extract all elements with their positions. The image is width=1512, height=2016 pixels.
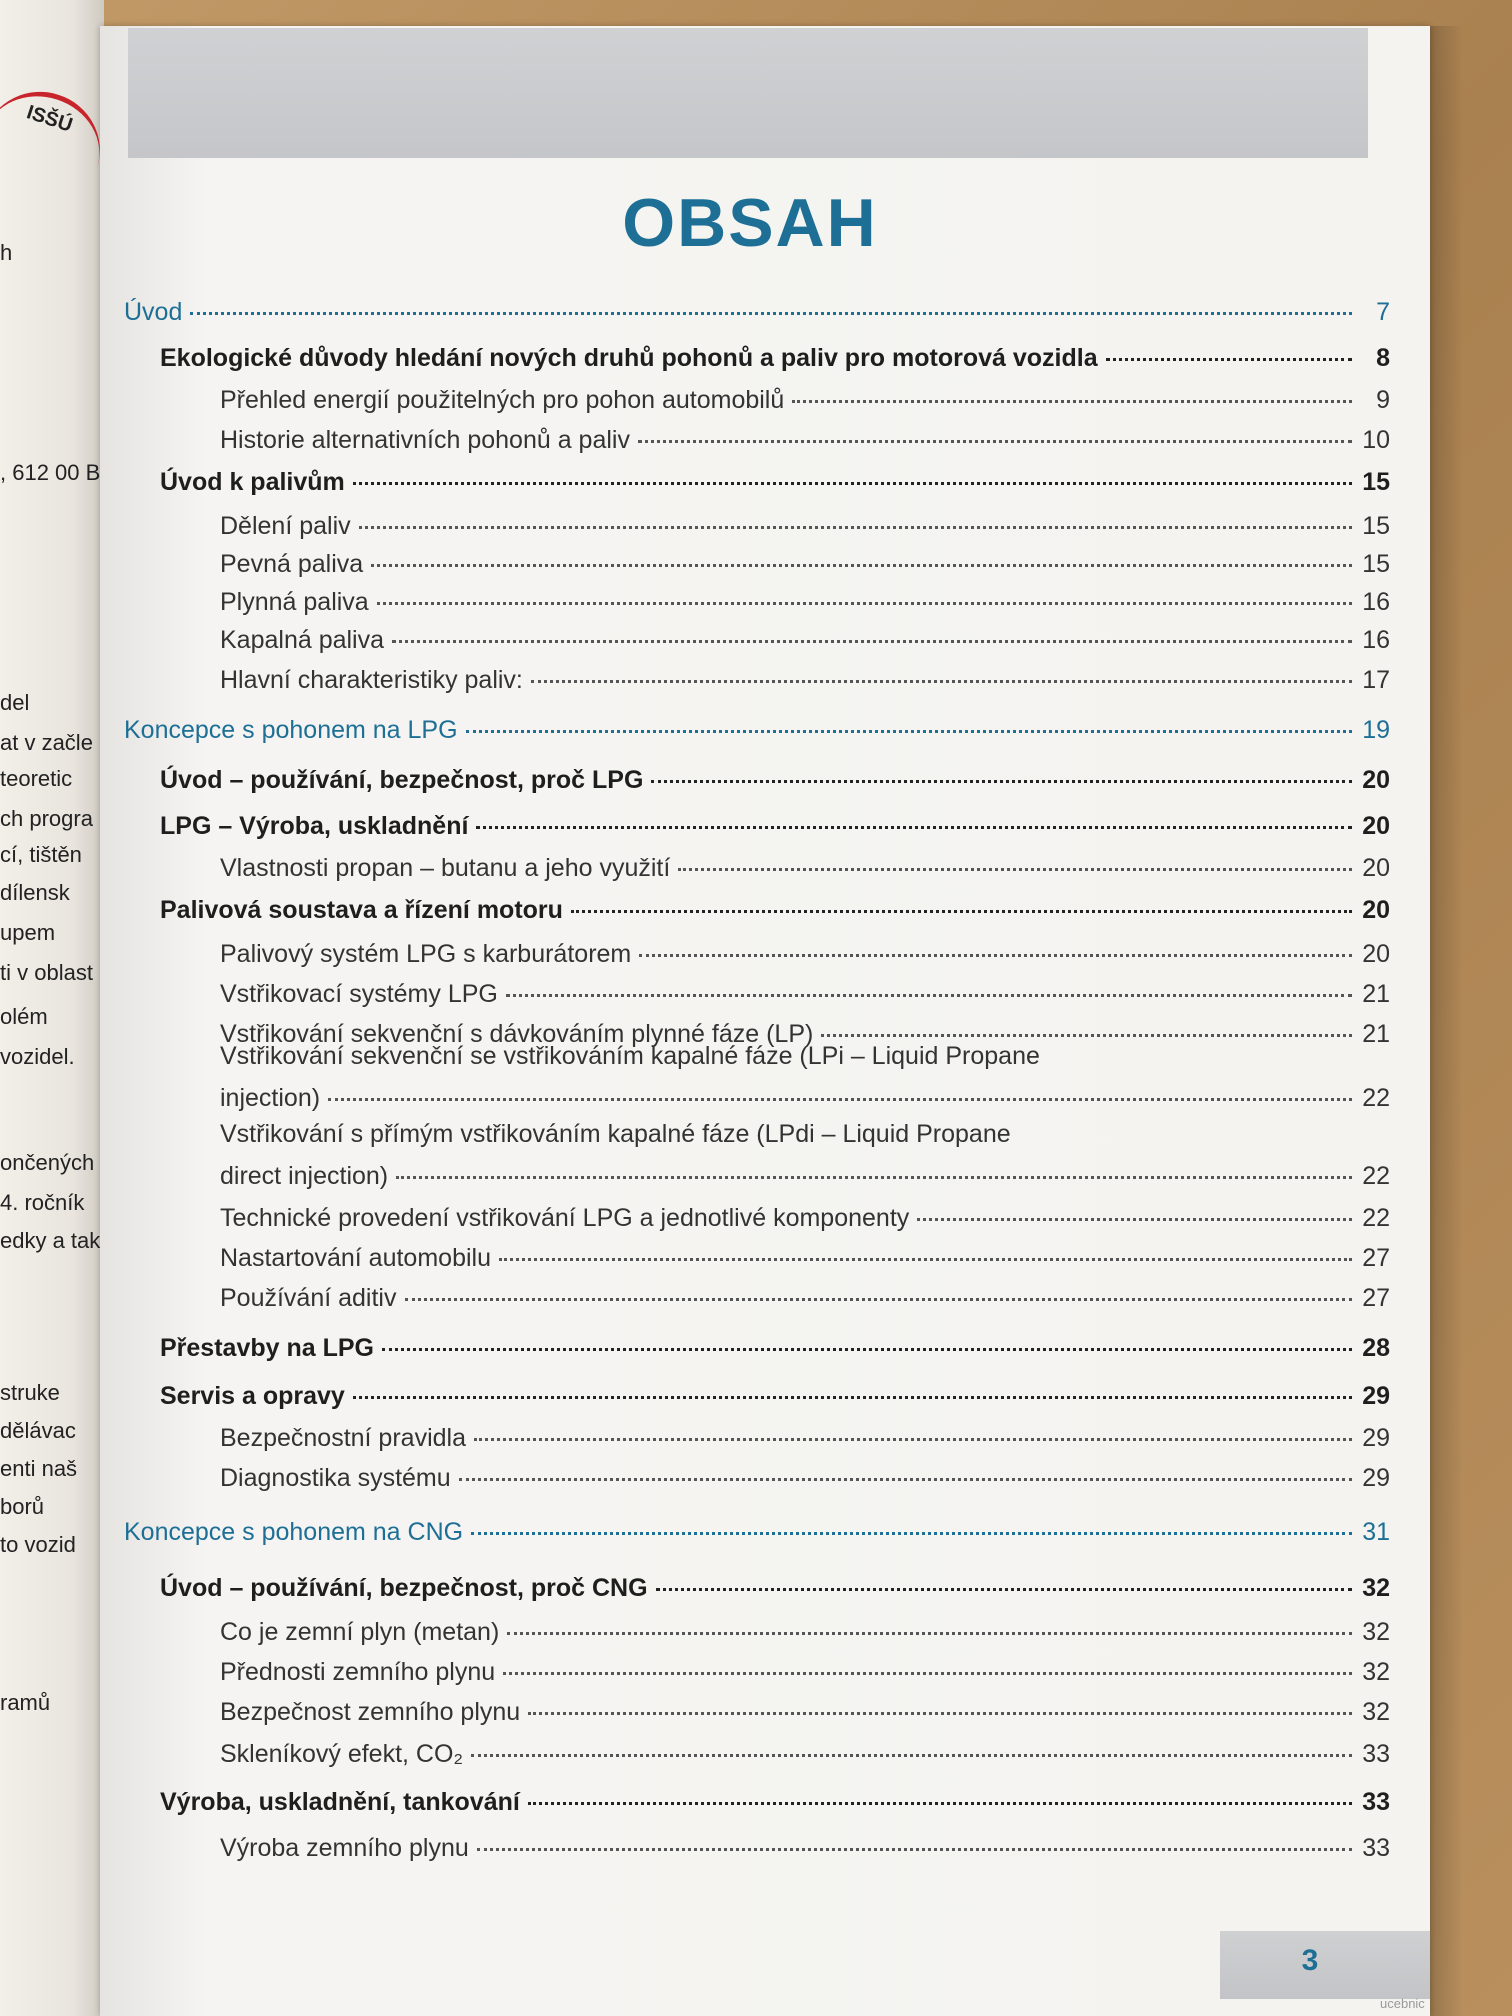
toc-entry[interactable] <box>220 1162 1390 1191</box>
toc-entry-label: Koncepce s pohonem na CNG <box>124 1518 464 1546</box>
toc-entry[interactable] <box>220 1698 1390 1727</box>
left-page-text-fragment: upem <box>0 920 56 945</box>
toc-leader-dots <box>506 994 1352 997</box>
toc-entry[interactable] <box>124 716 1390 745</box>
left-page-text-fragment: edky a tak <box>0 1228 101 1253</box>
toc-entry-label: LPG – Výroba, uskladnění <box>160 812 469 840</box>
toc-leader-dots <box>503 1672 1352 1675</box>
toc-leader-dots <box>377 602 1352 605</box>
toc-entry-label: Pevná paliva <box>220 550 364 578</box>
toc-entry-label: Úvod k palivům <box>160 468 345 496</box>
toc-entry-label: Koncepce s pohonem na LPG <box>124 716 458 744</box>
toc-entry-label: Úvod – používání, bezpečnost, proč CNG <box>160 1574 648 1602</box>
toc-entry-label: Plynná paliva <box>220 588 369 616</box>
toc-entry[interactable] <box>160 766 1390 795</box>
left-page-text-fragment: at v začle <box>0 730 93 755</box>
toc-entry[interactable] <box>160 812 1390 841</box>
toc-entry-page: 7 <box>1376 298 1390 326</box>
toc-entry[interactable] <box>220 1204 1390 1233</box>
toc-entry-label: Přehled energií použitelných pro pohon automobilů <box>220 386 785 414</box>
toc-entry[interactable] <box>220 1658 1390 1687</box>
table-of-contents <box>100 26 1430 2016</box>
toc-entry[interactable] <box>220 1464 1390 1493</box>
toc-leader-dots <box>359 526 1352 529</box>
toc-leader-dots <box>531 680 1352 683</box>
left-page-text-fragment: teoretic <box>0 766 73 791</box>
toc-entry[interactable] <box>160 1334 1390 1363</box>
toc-entry[interactable] <box>220 1834 1390 1863</box>
toc-entry-page: 32 <box>1362 1658 1390 1686</box>
toc-leader-dots <box>528 1712 1352 1715</box>
toc-entry[interactable] <box>220 980 1390 1009</box>
toc-leader-dots <box>638 440 1352 443</box>
left-page-text-fragment: cí, tištěn <box>0 842 82 867</box>
logo-text: ISŠÚ <box>23 101 76 137</box>
toc-entry-label: Dělení paliv <box>220 512 351 540</box>
toc-entry-page: 19 <box>1362 716 1390 744</box>
toc-entry-page: 22 <box>1362 1162 1390 1190</box>
toc-entry-page: 31 <box>1362 1518 1390 1546</box>
toc-entry-page: 32 <box>1362 1618 1390 1646</box>
toc-leader-dots <box>528 1802 1352 1805</box>
toc-leader-dots <box>190 312 1352 315</box>
left-page-text-fragment: ch progra <box>0 806 93 831</box>
toc-leader-dots <box>328 1098 1352 1101</box>
toc-entry[interactable] <box>160 1382 1390 1411</box>
page-shadow <box>1430 26 1512 2016</box>
toc-entry-label: Diagnostika systému <box>220 1464 451 1492</box>
toc-entry-page: 21 <box>1362 980 1390 1008</box>
toc-entry[interactable] <box>220 386 1390 415</box>
toc-entry-label: Hlavní charakteristiky paliv: <box>220 666 523 694</box>
left-page-text-fragment: vozidel. <box>0 1044 75 1069</box>
left-page-text-fragment: borů <box>0 1494 45 1519</box>
toc-entry-label: Bezpečnost zemního plynu <box>220 1698 521 1726</box>
toc-entry-label: Vlastnosti propan – butanu a jeho využití <box>220 854 671 882</box>
toc-entry-page: 21 <box>1362 1020 1390 1048</box>
toc-entry[interactable] <box>220 588 1390 617</box>
toc-entry[interactable] <box>220 512 1390 541</box>
toc-entry-page: 16 <box>1362 588 1390 616</box>
toc-entry-page: 9 <box>1376 386 1390 414</box>
toc-leader-dots <box>678 868 1352 871</box>
toc-entry-page: 28 <box>1362 1334 1390 1362</box>
toc-leader-dots <box>353 1396 1352 1399</box>
toc-entry[interactable] <box>160 468 1390 497</box>
toc-entry-label: direct injection) <box>220 1162 389 1190</box>
toc-leader-dots <box>353 482 1352 485</box>
left-page-text-fragment: to vozid <box>0 1532 76 1557</box>
page-number: 3 <box>1301 1944 1319 1977</box>
toc-entry[interactable] <box>220 1244 1390 1273</box>
left-page-text-fragment: ončených <box>0 1150 95 1175</box>
toc-leader-dots <box>396 1176 1352 1179</box>
toc-entry[interactable] <box>220 1084 1390 1113</box>
toc-entry-label: Přestavby na LPG <box>160 1334 374 1362</box>
toc-leader-dots <box>651 780 1352 783</box>
toc-leader-dots <box>792 400 1352 403</box>
toc-leader-dots <box>639 954 1352 957</box>
toc-entry-label: Vstřikovací systémy LPG <box>220 980 498 1008</box>
left-page-text-fragment: ti v oblast <box>0 960 93 985</box>
toc-leader-dots <box>821 1034 1352 1037</box>
toc-leader-dots <box>466 730 1352 733</box>
toc-entry-page: 10 <box>1362 426 1390 454</box>
toc-entry-page: 27 <box>1362 1284 1390 1312</box>
toc-entry-label: Používání aditiv <box>220 1284 397 1312</box>
toc-entry-label: Výroba, uskladnění, tankování <box>160 1788 520 1816</box>
toc-entry-label: Palivový systém LPG s karburátorem <box>220 940 632 968</box>
toc-leader-dots <box>382 1348 1352 1351</box>
toc-leader-dots <box>1106 358 1352 361</box>
toc-entry[interactable] <box>220 854 1390 883</box>
left-page-text-fragment: 4. ročník <box>0 1190 85 1215</box>
toc-entry[interactable] <box>220 940 1390 969</box>
toc-entry-page: 33 <box>1362 1834 1390 1862</box>
left-page-text-fragment: h <box>0 240 13 265</box>
toc-entry-page: 32 <box>1362 1698 1390 1726</box>
toc-entry-first-line: Vstřikování s přímým vstřikováním kapalné fáze (LPdi – Liquid Propane <box>220 1120 1011 1148</box>
toc-entry-page: 29 <box>1362 1464 1390 1492</box>
left-page-text-fragment: dělávac <box>0 1418 76 1443</box>
toc-entry-label: Co je zemní plyn (metan) <box>220 1618 500 1646</box>
left-page-edge <box>0 0 104 2016</box>
left-page-text-fragment: enti naš <box>0 1456 78 1481</box>
toc-entry-page: 22 <box>1362 1204 1390 1232</box>
toc-entry-label: Výroba zemního plynu <box>220 1834 469 1862</box>
toc-entry-label: Úvod – používání, bezpečnost, proč LPG <box>160 766 644 794</box>
toc-entry-page: 22 <box>1362 1084 1390 1112</box>
toc-entry[interactable] <box>160 1788 1390 1817</box>
toc-entry-page: 32 <box>1362 1574 1390 1602</box>
toc-entry-page: 17 <box>1362 666 1390 694</box>
toc-entry-page: 20 <box>1362 766 1390 794</box>
toc-entry-label: Kapalná paliva <box>220 626 385 654</box>
toc-entry[interactable] <box>220 1618 1390 1647</box>
toc-entry-page: 27 <box>1362 1244 1390 1272</box>
toc-entry-label: Vstřikování sekvenční s dávkováním plynné fáze (LP) <box>220 1020 814 1048</box>
toc-leader-dots <box>917 1218 1352 1221</box>
toc-leader-dots <box>571 910 1352 913</box>
left-page-text-fragment: ramů <box>0 1690 51 1715</box>
toc-entry[interactable] <box>124 298 1390 327</box>
toc-entry-page: 20 <box>1362 896 1390 924</box>
toc-entry[interactable] <box>220 626 1390 655</box>
toc-entry-page: 15 <box>1362 468 1390 496</box>
left-page-text-fragment: , 612 00 B <box>0 460 101 485</box>
toc-entry-label: Palivová soustava a řízení motoru <box>160 896 563 924</box>
toc-entry-label: Technické provedení vstřikování LPG a jednotlivé komponenty <box>220 1204 910 1232</box>
toc-leader-dots <box>656 1588 1352 1591</box>
toc-entry-page: 20 <box>1362 812 1390 840</box>
toc-entry[interactable] <box>220 666 1390 695</box>
toc-entry-first-line: Vstřikování sekvenční se vstřikováním kapalné fáze (LPi – Liquid Propane <box>220 1042 1040 1070</box>
toc-leader-dots <box>476 826 1352 829</box>
toc-entry-label: injection) <box>220 1084 321 1112</box>
toc-leader-dots <box>477 1848 1352 1851</box>
left-page-text-fragment: del <box>0 690 30 715</box>
toc-entry-page: 15 <box>1362 512 1390 540</box>
page-title: OBSAH <box>622 185 878 261</box>
toc-entry[interactable] <box>220 1284 1390 1313</box>
toc-entry-label: Historie alternativních pohonů a paliv <box>220 426 630 454</box>
watermark: ucebnic <box>1380 1996 1425 2011</box>
toc-leader-dots <box>499 1258 1352 1261</box>
toc-leader-dots <box>471 1532 1352 1535</box>
toc-leader-dots <box>471 1754 1352 1757</box>
left-page-text-fragment: olém <box>0 1004 48 1029</box>
toc-leader-dots <box>474 1438 1352 1441</box>
toc-leader-dots <box>507 1632 1352 1635</box>
toc-entry-page: 29 <box>1362 1424 1390 1452</box>
toc-entry-label: Nastartování automobilu <box>220 1244 491 1272</box>
toc-entry-label: Ekologické důvody hledání nových druhů pohonů a paliv pro motorová vozidla <box>160 344 1098 372</box>
toc-entry-label: Skleníkový efekt, CO₂ <box>220 1740 464 1768</box>
toc-entry[interactable] <box>220 426 1390 455</box>
toc-entry[interactable] <box>160 344 1390 373</box>
toc-entry-page: 33 <box>1362 1740 1390 1768</box>
book-page <box>100 26 1430 2016</box>
toc-entry[interactable] <box>220 1740 1390 1769</box>
toc-entry[interactable] <box>160 896 1390 925</box>
toc-entry-page: 20 <box>1362 854 1390 882</box>
toc-leader-dots <box>371 564 1352 567</box>
toc-entry-page: 15 <box>1362 550 1390 578</box>
toc-entry[interactable] <box>124 1518 1390 1547</box>
toc-leader-dots <box>405 1298 1353 1301</box>
logo-arc <box>0 77 104 223</box>
toc-entry[interactable] <box>160 1574 1390 1603</box>
toc-entry-page: 8 <box>1376 344 1390 372</box>
left-page-text-fragment: struke <box>0 1380 60 1405</box>
toc-entry-page: 16 <box>1362 626 1390 654</box>
left-page-text-fragment: dílensk <box>0 880 70 905</box>
toc-leader-dots <box>459 1478 1352 1481</box>
toc-entry-page: 29 <box>1362 1382 1390 1410</box>
toc-entry[interactable] <box>220 550 1390 579</box>
toc-leader-dots <box>392 640 1352 643</box>
toc-entry-page: 20 <box>1362 940 1390 968</box>
toc-entry-label: Servis a opravy <box>160 1382 345 1410</box>
toc-entry[interactable] <box>220 1424 1390 1453</box>
toc-entry-label: Bezpečnostní pravidla <box>220 1424 466 1452</box>
toc-entry-label: Přednosti zemního plynu <box>220 1658 496 1686</box>
toc-entry-page: 33 <box>1362 1788 1390 1816</box>
toc-entry-label: Úvod <box>124 298 183 326</box>
